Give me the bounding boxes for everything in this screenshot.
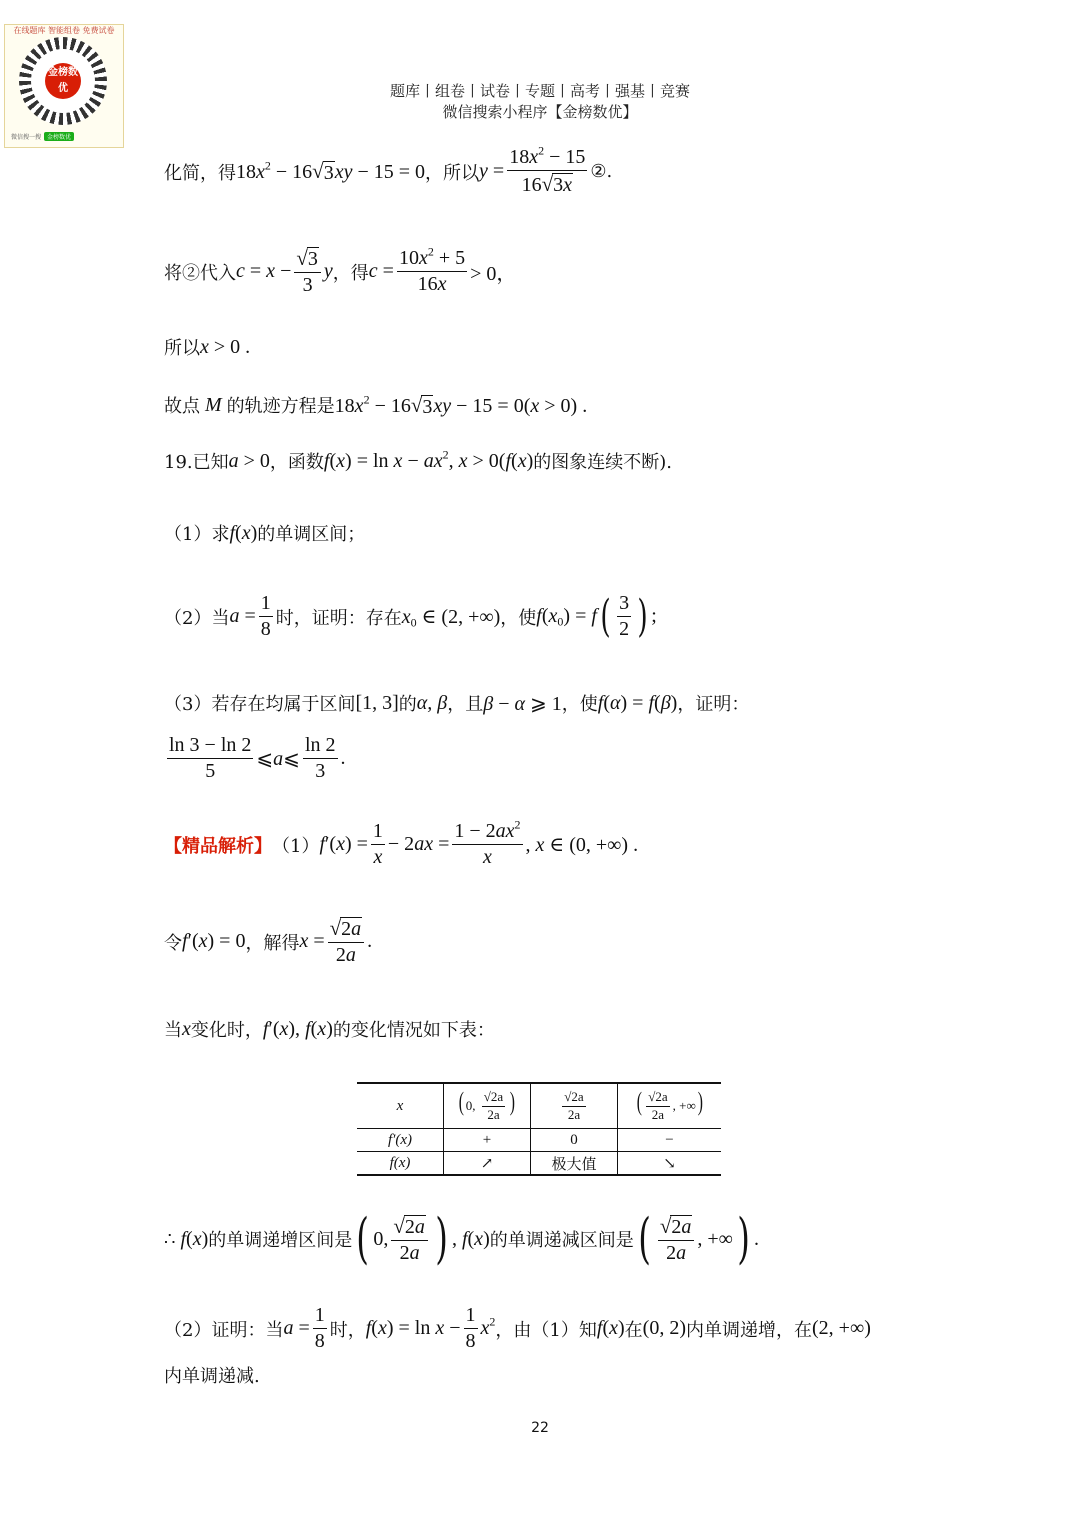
part-3: （3）若存在均属于区间 [1, 3] 的 α, β ，且 β − α ⩾ 1 ，使 f(α) = f(β) ，证明： bbox=[164, 691, 750, 715]
header-line2: 微信搜索小程序【金榜数优】 bbox=[442, 103, 638, 121]
line-locus: 故点 M 的轨迹方程是 $18x^2 - 16$ √ 3 xy − 15 = 0(x > 0) . bbox=[164, 392, 588, 418]
table-row: x ( 0, $\frac{√2a}{2a}$ ) $\frac{√2a}{2a}$ ( $\frac{√2a}{2a}$ , +∞) bbox=[357, 1083, 721, 1129]
let-derivative-zero: 令 f′(x) = 0 ，解得 x = √ 2a 2a . bbox=[164, 916, 373, 966]
page-number: 22 bbox=[531, 1420, 549, 1436]
part-2: （2）当 a = $\frac{1}{8}$ 时，证明：存在 $x_0$ ∈ (2, +∞) ，使 $f(x_0) = f$ ( $\frac{3}{2}$ ) ; bbox=[164, 590, 657, 642]
logo-ring-text: 在线题库 智能组卷 免费试卷 bbox=[13, 26, 115, 35]
part-1: （1）求 f(x) 的单调区间； bbox=[164, 521, 366, 545]
monotonic-intervals: ∴ f(x) 的单调递增区间是 ( 0, √ 2a 2a ) , f(x) 的单调递减区间是 ( √ 2a 2a , +∞ ) . bbox=[164, 1207, 759, 1270]
header-line1: 题库丨组卷丨试卷丨专题丨高考丨强基丨竞赛 bbox=[389, 82, 690, 100]
table-row: f′(x) + 0 − bbox=[357, 1129, 721, 1152]
line-simplify: 化简，得 $18x^2 - 16$ √ 3 xy − 15 = 0 ，所以 y = $18x^2 - 15$ 16 √ 3x ②. bbox=[164, 143, 613, 197]
question-19: 19.已知 a > 0 ，函数 $f(x) = \ln x - ax^2$, x > 0(f(x) 的图象连续不断). bbox=[164, 447, 672, 473]
proof-2-cont: 内单调递减. bbox=[164, 1366, 260, 1387]
analysis-1: 【精品解析】 （1） f′(x) = $\frac{1}{x}$ − 2ax = $\frac{1 - 2ax^2}{x}$ , x ∈ (0, +∞) . bbox=[164, 817, 639, 868]
line-substitute: 将②代入 c = x − √ 3 3 y ，得 c = $\frac{10x^2 + 5}{16x}$ > 0， bbox=[164, 244, 517, 296]
proof-2: （2）证明：当 a = $\frac{1}{8}$ 时， f(x) = ln x − $\frac{1}{8}$ $x^2$ ，由（1）知 f(x) 在 (0, 2) 内单调递增，在 (2, +∞) bbox=[164, 1304, 871, 1352]
logo-bar: 微信搜一搜 金榜数优 bbox=[11, 131, 115, 141]
line-so-x: 所以 x > 0 . bbox=[164, 335, 251, 359]
part-3-inequality: $\frac{\ln 3 - \ln 2}{5}$ ⩽a⩽ $\frac{\ln 2}{3}$ . bbox=[169, 734, 346, 782]
table-intro: 当 x 变化时， f′(x), f(x) 的变化情况如下表： bbox=[164, 1017, 495, 1041]
logo-center-text: 金榜数优 bbox=[45, 63, 81, 99]
variation-table bbox=[357, 1082, 721, 1176]
table-row: f(x) ↗ 极大值 ↘ bbox=[357, 1152, 721, 1176]
